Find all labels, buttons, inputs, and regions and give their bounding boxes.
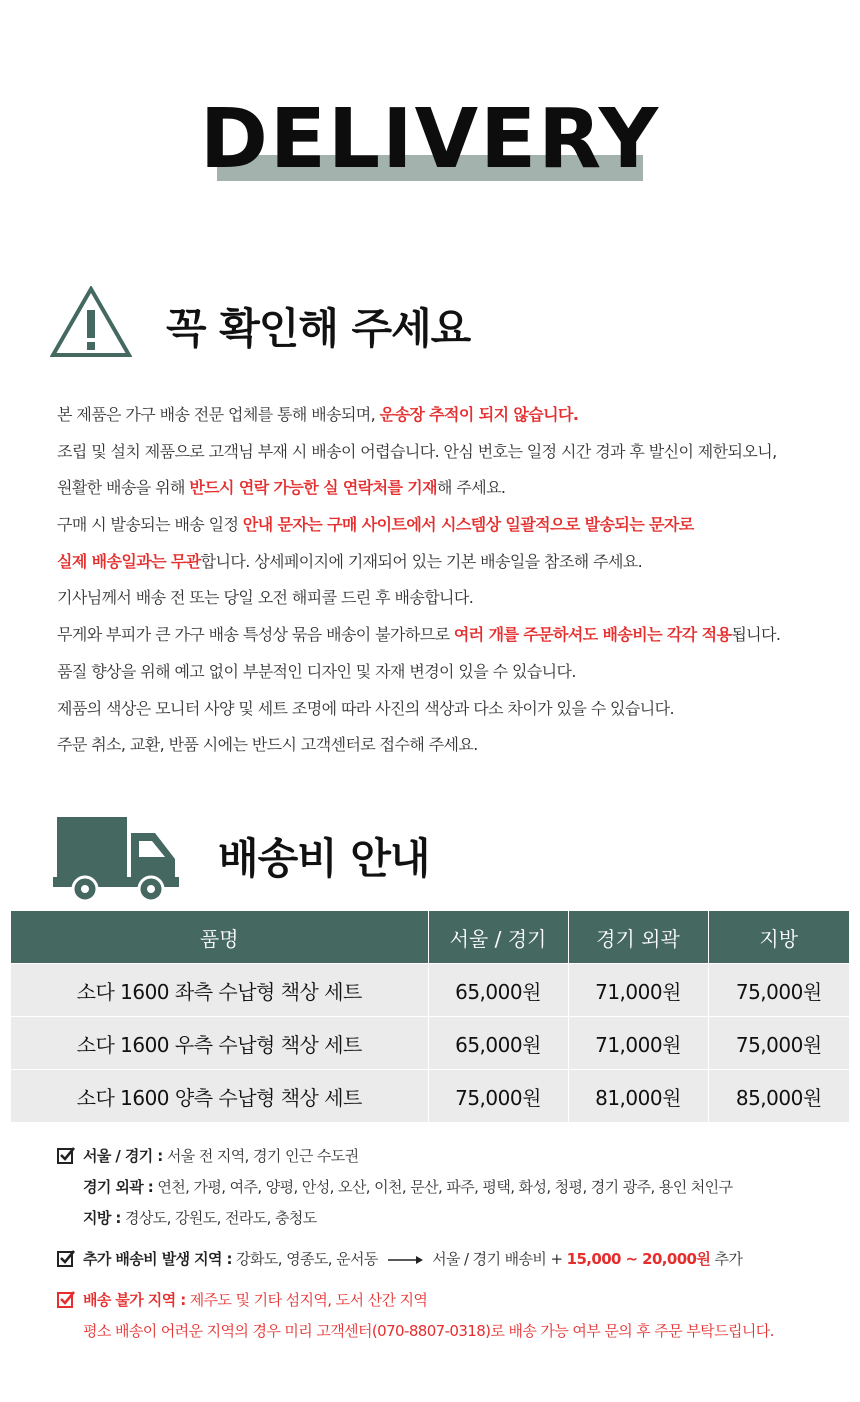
notice-line [57, 580, 847, 617]
note-unavailable [57, 1285, 847, 1347]
region1-value: 서울 전 지역, 경기 인근 수도권 [162, 1147, 359, 1165]
price-seoul: 65,000원 [428, 1017, 568, 1070]
page-title: DELIVERY [199, 92, 661, 187]
extra-value: 강화도, 영종도, 운서동 [231, 1250, 378, 1268]
notice-list [57, 397, 847, 764]
table-row [11, 964, 849, 1017]
notice-text: 조립 및 설치 제품으로 고객님 부재 시 배송이 어렵습니다. 안심 번호는 일정 시간 경과 후 발신이 제한되오니, [57, 441, 777, 461]
extra-tail: 추가 [710, 1250, 743, 1268]
notice-highlight: 실제 배송일과는 무관 [57, 551, 201, 571]
arrow-right-icon [386, 1255, 424, 1265]
notice-line [57, 654, 847, 691]
header-rural: 지방 [708, 911, 849, 964]
notice-line [57, 617, 847, 654]
fee-table-header [11, 911, 849, 964]
notice-text: 제품의 색상은 모니터 사양 및 세트 조명에 따라 사진의 색상과 다소 차이가 있을 수 있습니다. [57, 698, 674, 718]
delivery-notes [57, 1141, 847, 1347]
notice-line [57, 470, 847, 507]
notice-text: 합니다. 상세페이지에 기재되어 있는 기본 배송일을 참조해 주세요. [200, 551, 643, 571]
unavail-value: 제주도 및 기타 섬지역, 도서 산간 지역 [185, 1291, 428, 1309]
fee-title: 배송비 안내 [218, 834, 430, 883]
notice-highlight: 안내 문자는 구매 사이트에서 시스템상 일괄적으로 발송되는 문자로 [242, 515, 694, 535]
price-outer: 71,000원 [568, 1017, 708, 1070]
unavail-note: 평소 배송이 어려운 지역의 경우 미리 고객센터(070-8807-0318)로 배송 가능 여부 문의 후 주문 부탁드립니다. [83, 1322, 774, 1340]
notice-line [57, 434, 847, 471]
region2-label: 경기 외곽 : [83, 1178, 154, 1196]
notice-line [57, 507, 847, 544]
checkbox-icon [57, 1290, 75, 1308]
table-row [11, 1070, 849, 1123]
extra-label: 추가 배송비 발생 지역 : [83, 1250, 232, 1268]
notice-line [57, 544, 847, 581]
notice-text: 원활한 배송을 위해 [57, 478, 190, 498]
region3-label: 지방 : [83, 1209, 121, 1227]
truck-icon [51, 815, 181, 903]
notice-line [57, 691, 847, 728]
extra-amount: 15,000 ~ 20,000원 [566, 1250, 711, 1268]
product-name: 소다 1600 좌측 수납형 책상 세트 [11, 964, 428, 1017]
notice-text: 해 주세요. [437, 478, 506, 498]
notice-text: 기사님께서 배송 전 또는 당일 오전 해피콜 드린 후 배송합니다. [57, 588, 474, 608]
notice-line [57, 727, 847, 764]
region3-value: 경상도, 강원도, 전라도, 충청도 [120, 1209, 317, 1227]
header-product: 품명 [11, 911, 428, 964]
notice-text: 구매 시 발송되는 배송 일정 [57, 515, 243, 535]
notice-highlight: 운송장 추적이 되지 않습니다. [379, 405, 579, 424]
header-seoul: 서울 / 경기 [428, 911, 568, 964]
price-rural: 85,000원 [708, 1070, 849, 1123]
notice-text: 품질 향상을 위해 예고 없이 부분적인 디자인 및 자재 변경이 있을 수 있습니다. [57, 661, 576, 681]
note-regions [57, 1141, 847, 1234]
hero [0, 0, 860, 200]
checkbox-icon [57, 1146, 75, 1164]
unavail-label: 배송 불가 지역 : [83, 1291, 186, 1309]
product-name: 소다 1600 우측 수납형 책상 세트 [11, 1017, 428, 1070]
table-row [11, 1017, 849, 1070]
notice-text: 본 제품은 가구 배송 전문 업체를 통해 배송되며, [57, 405, 380, 424]
region1-label: 서울 / 경기 : [83, 1147, 163, 1165]
region2-value: 연천, 가평, 여주, 양평, 안성, 오산, 이천, 문산, 파주, 평택, 화성, 청평, 경기 광주, 용인 처인구 [153, 1178, 733, 1196]
extra-after: 서울 / 경기 배송비 + [432, 1250, 567, 1268]
price-rural: 75,000원 [708, 964, 849, 1017]
product-name: 소다 1600 양측 수납형 책상 세트 [11, 1070, 428, 1123]
checkbox-icon [57, 1249, 75, 1267]
price-rural: 75,000원 [708, 1017, 849, 1070]
notice-line [57, 397, 847, 434]
price-seoul: 75,000원 [428, 1070, 568, 1123]
notice-text: 주문 취소, 교환, 반품 시에는 반드시 고객센터로 접수해 주세요. [57, 735, 478, 755]
header-outer: 경기 외곽 [568, 911, 708, 964]
notice-title: 꼭 확인해 주세요 [166, 304, 471, 353]
notice-highlight: 여러 개를 주문하셔도 배송비는 각각 적용 [453, 625, 732, 645]
price-outer: 71,000원 [568, 964, 708, 1017]
price-outer: 81,000원 [568, 1070, 708, 1123]
fee-table [11, 911, 849, 1122]
price-seoul: 65,000원 [428, 964, 568, 1017]
notice-text: 됩니다. [731, 625, 781, 645]
warning-icon [50, 286, 132, 358]
notice-text: 무게와 부피가 큰 가구 배송 특성상 묶음 배송이 불가하므로 [57, 625, 454, 645]
notice-highlight: 반드시 연락 가능한 실 연락처를 기재 [189, 478, 438, 498]
note-extra-fee [57, 1244, 847, 1275]
